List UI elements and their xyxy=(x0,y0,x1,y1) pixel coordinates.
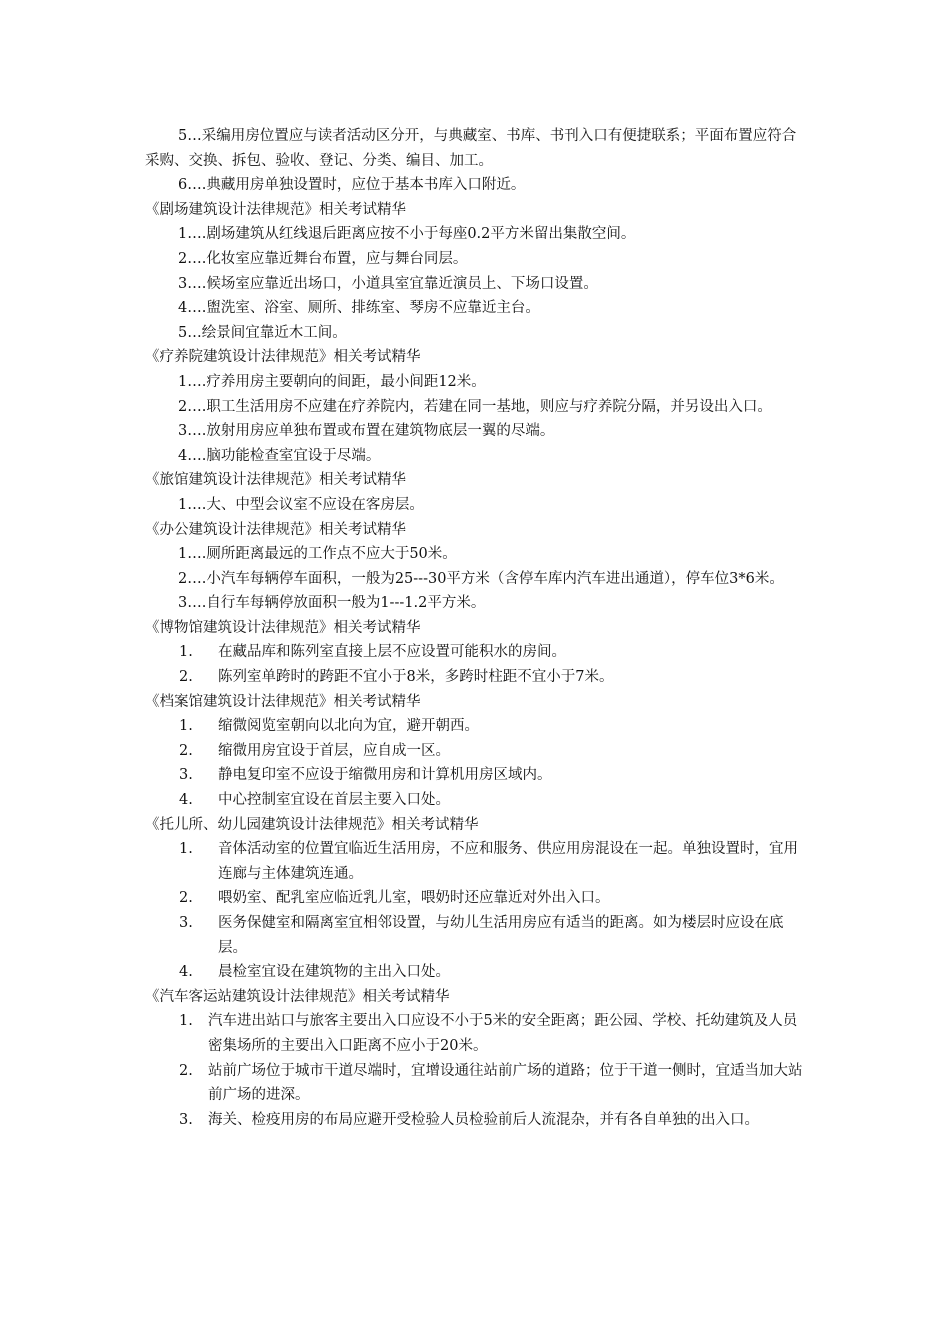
list-item xyxy=(145,665,807,690)
section-heading: 《托儿所、幼儿园建筑设计法律规范》相关考试精华 xyxy=(145,816,479,833)
list-item xyxy=(145,788,807,813)
list-item xyxy=(145,837,807,886)
paragraph: 1….疗养用房主要朝向的间距，最小间距12米。 xyxy=(178,373,486,390)
list-text: 晨检室宜设在建筑物的主出入口处。 xyxy=(218,964,450,981)
paragraph: 4….脑功能检查室宜设于尽端。 xyxy=(178,447,381,464)
section-heading: 《博物馆建筑设计法律规范》相关考试精华 xyxy=(145,619,421,636)
list-number: 2. xyxy=(179,742,193,759)
paragraph: 6….典藏用房单独设置时，应位于基本书库入口附近。 xyxy=(178,177,526,194)
list-text: 陈列室单跨时的跨距不宜小于8米，多跨时柱距不宜小于7米。 xyxy=(218,669,614,686)
list-item xyxy=(145,763,807,788)
paragraph: 1….大、中型会议室不应设在客房层。 xyxy=(178,496,424,513)
list-number: 4. xyxy=(179,964,193,981)
list-text: 音体活动室的位置宜临近生活用房，不应和服务、供应用房混设在一起。单独设置时，宜用连廊与主体建筑连通。 xyxy=(218,841,798,882)
list-number: 1. xyxy=(179,718,193,735)
list-number: 3. xyxy=(179,915,193,931)
section-heading: 《汽车客运站建筑设计法律规范》相关考试精华 xyxy=(145,988,450,1005)
list-text: 海关、检疫用房的布局应避开受检验人员检验前后人流混杂，并有各自单独的出入口。 xyxy=(208,1111,759,1128)
list-item xyxy=(145,1009,807,1058)
list-number: 4. xyxy=(179,792,193,809)
list-item xyxy=(145,911,807,960)
paragraph: 2….小汽车每辆停车面积，一般为25---30平方米（含停车库内汽车进出通道），停车位3*6米。 xyxy=(178,570,784,587)
list-number: 1. xyxy=(179,644,193,661)
list-number: 3. xyxy=(179,1111,193,1128)
list-text: 医务保健室和隔离室宜相邻设置，与幼儿生活用房应有适当的距离。如为楼层时应设在底层。 xyxy=(218,915,784,956)
list-number: 1. xyxy=(179,841,193,858)
list-item xyxy=(145,1059,807,1108)
section-heading: 《办公建筑设计法律规范》相关考试精华 xyxy=(145,521,406,538)
list-number: 3. xyxy=(179,767,193,784)
list-item xyxy=(145,960,807,985)
list-text: 在藏品库和陈列室直接上层不应设置可能积水的房间。 xyxy=(218,644,566,661)
section-heading: 《剧场建筑设计法律规范》相关考试精华 xyxy=(145,201,406,218)
document-body xyxy=(145,124,807,1132)
list-item xyxy=(145,1108,807,1133)
paragraph: 3….候场室应靠近出场口，小道具室宜靠近演员上、下场口设置。 xyxy=(178,275,598,292)
list-number: 2. xyxy=(179,890,193,907)
paragraph: 3….自行车每辆停放面积一般为1---1.2平方米。 xyxy=(178,595,486,612)
list-text: 汽车进出站口与旅客主要出入口应设不小于5米的安全距离；距公园、学校、托幼建筑及人员密集场所的主要出入口距离不应小于20米。 xyxy=(208,1013,798,1054)
paragraph: 4….盥洗室、浴室、厕所、排练室、琴房不应靠近主台。 xyxy=(178,300,540,317)
list-text: 站前广场位于城市干道尽端时，宜增设通往站前广场的道路；位于干道一侧时，宜适当加大站前广场的进深。 xyxy=(208,1062,803,1104)
paragraph: 3….放射用房应单独布置或布置在建筑物底层一翼的尽端。 xyxy=(178,423,555,440)
list-item xyxy=(145,886,807,911)
list-text: 缩微用房宜设于首层，应自成一区。 xyxy=(218,742,450,759)
section-heading: 《旅馆建筑设计法律规范》相关考试精华 xyxy=(145,472,406,489)
list-number: 2. xyxy=(179,669,193,686)
list-number: 1. xyxy=(179,1013,193,1030)
list-text: 中心控制室宜设在首层主要入口处。 xyxy=(218,792,450,809)
list-item xyxy=(145,739,807,764)
list-text: 缩微阅览室朝向以北向为宜，避开朝西。 xyxy=(218,718,479,735)
list-text: 静电复印室不应设于缩微用房和计算机用房区域内。 xyxy=(218,767,552,784)
paragraph: 2….化妆室应靠近舞台布置，应与舞台同层。 xyxy=(178,250,468,267)
list-item xyxy=(145,640,807,665)
paragraph: 5…采编用房位置应与读者活动区分开，与典藏室、书库、书刊入口有便捷联系；平面布置应符合采购、交换、拆包、验收、登记、分类、编目、加工。 xyxy=(145,128,797,169)
list-item xyxy=(145,714,807,739)
paragraph: 2….职工生活用房不应建在疗养院内，若建在同一基地，则应与疗养院分隔，并另设出入口。 xyxy=(178,398,772,415)
section-heading: 《疗养院建筑设计法律规范》相关考试精华 xyxy=(145,349,421,366)
paragraph: 5…绘景间宜靠近木工间。 xyxy=(178,324,347,341)
section-heading: 《档案馆建筑设计法律规范》相关考试精华 xyxy=(145,693,421,710)
paragraph: 1….厕所距离最远的工作点不应大于50米。 xyxy=(178,546,457,563)
list-text: 喂奶室、配乳室应临近乳儿室，喂奶时还应靠近对外出入口。 xyxy=(218,890,610,907)
list-number: 2. xyxy=(179,1062,193,1079)
paragraph: 1….剧场建筑从红线退后距离应按不小于每座0.2平方米留出集散空间。 xyxy=(178,226,636,243)
